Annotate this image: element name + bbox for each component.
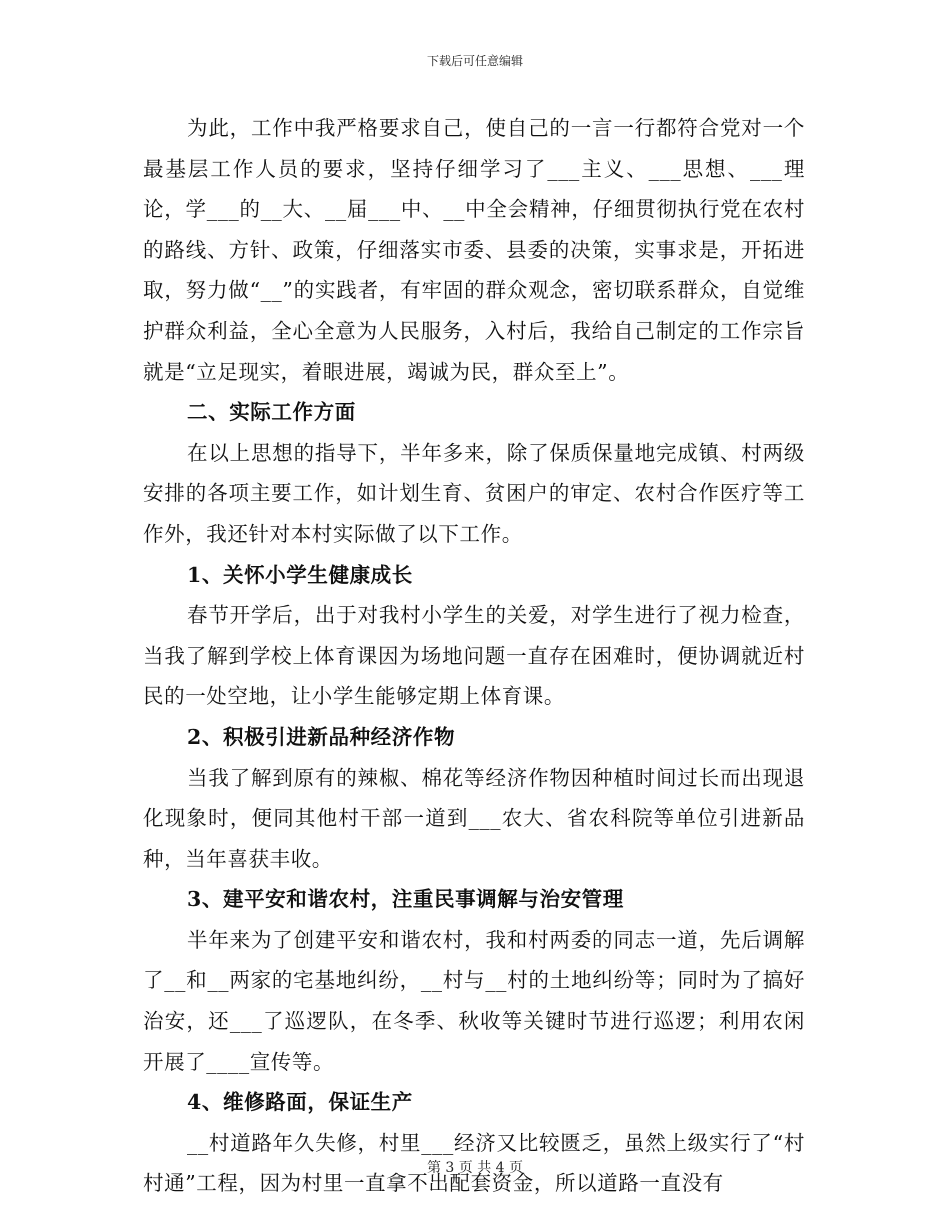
paragraph-crops: 当我了解到原有的辣椒、棉花等经济作物因种植时间过长而出现退化现象时，便同其他村干部一道到___农大、省农科院等单位引进新品种，当年喜获丰收。 (143, 765, 805, 871)
subheading-security: 3、建平安和谐农村，注重民事调解与治安管理 (187, 887, 624, 912)
paragraph-security: 半年来为了创建平安和谐农村，我和村两委的同志一道，先后调解了__和__两家的宅基地纠纷，__村与__村的土地纠纷等；同时为了搞好治安，还___了巡逻队，在冬季、秋收等关键时节进行巡逻；利用农闲开展了____宣传等。 (143, 927, 805, 1074)
paragraph-practical-intro: 在以上思想的指导下，半年多来，除了保质保量地完成镇、村两级安排的各项主要工作，如计划生育、贫困户的审定、农村合作医疗等工作外，我还针对本村实际做了以下工作。 (143, 440, 805, 546)
subheading-crops: 2、积极引进新品种经济作物 (187, 724, 456, 749)
paragraph-self-requirements: 为此，工作中我严格要求自己，使自己的一言一行都符合党对一个最基层工作人员的要求，坚持仔细学习了___主义、___思想、___理论，学___的__大、__届___中、__中全会精神，仔细贯彻执行党在农村的路线、方针、政策，仔细落实市委、县委的决策，实事求是，开拓进取，努力做“__”的实践者，有牢固的群众观念，密切联系群众，自觉维护群众利益，全心全意为人民服务，入村后，我给自己制定的工作宗旨就是“立足现实，着眼进展，竭诚为民，群众至上”。 (143, 116, 805, 384)
section-heading-practical-work: 二、实际工作方面 (187, 400, 356, 425)
paragraph-roads: __村道路年久失修，村里___经济又比较匮乏，虽然上级实行了“村村通”工程，因为村里一直拿不出配套资金，所以道路一直没有 (143, 1130, 805, 1196)
paragraph-students: 春节开学后，出于对我村小学生的关爱，对学生进行了视力检查，当我了解到学校上体育课因为场地问题一直存在困难时，便协调就近村民的一处空地，让小学生能够定期上体育课。 (143, 603, 805, 709)
page-footer: 第 3 页 共 4 页 (426, 1160, 524, 1176)
document-body (143, 108, 805, 1204)
page-header: 下载后可任意编辑 (426, 54, 523, 68)
subheading-students: 1、关怀小学生健康成长 (187, 562, 413, 587)
subheading-roads: 4、维修路面，保证生产 (187, 1090, 413, 1115)
